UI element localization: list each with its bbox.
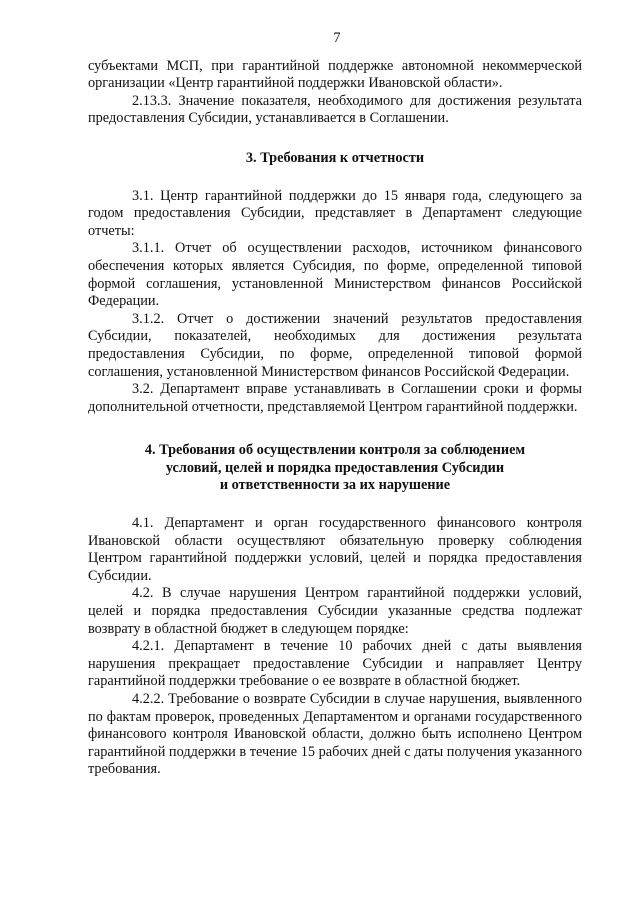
paragraph-4-2-1: 4.2.1. Департамент в течение 10 рабочих дней с даты выявления нарушения прекращает предоставление Субсидии и направляет Центру гарантийной поддержки требование о ее возврате в областной бюджет. [88,638,582,690]
paragraph-3-1: 3.1. Центр гарантийной поддержки до 15 января года, следующего за годом предоставления Субсидии, представляет в Департамент следующие отчеты: [88,187,582,239]
paragraph-3-1-2: 3.1.2. Отчет о достижении значений результатов предоставления Субсидии, показателей, необходимых для достижения результата предоставления Субсидии, по форме, определенной типовой формой соглашения, установленной Министерством финансов Российской Федерации. [88,310,582,380]
section-3-heading: 3. Требования к отчетности [245,149,425,166]
section-4-heading-line: и ответственности за их нарушение [219,477,451,494]
paragraph-2-13-3: 2.13.3. Значение показателя, необходимого для достижения результата предоставления Субсидии, устанавливается в Соглашении. [88,92,582,127]
section-4-heading [88,442,582,495]
paragraph-continuation: субъектами МСП, при гарантийной поддержке автономной некоммерческой организации «Центр гарантийной поддержки Ивановской области». [88,57,582,92]
paragraph-4-2-2: 4.2.2. Требование о возврате Субсидии в случае нарушения, выявленного по фактам проверок, проведенных Департаментом и органами государственного финансового контроля Ивановской области, должно быть исполнено Центром гарантийной поддержки в течение 15 рабочих дней с даты получения указанного требования. [88,691,583,778]
paragraph-3-1-1: 3.1.1. Отчет об осуществлении расходов, источником финансового обеспечения которых является Субсидия, по форме, определенной типовой формой соглашения, установленной Министерством финансов Российской Федерации. [88,240,582,310]
section-4-heading-line: 4. Требования об осуществлении контроля за соблюдением [144,442,526,459]
paragraph-3-2: 3.2. Департамент вправе устанавливать в Соглашении сроки и формы дополнительной отчетности, представляемой Центром гарантийной поддержки. [88,381,582,415]
page-number: 7 [333,30,341,46]
paragraph-4-2: 4.2. В случае нарушения Центром гарантийной поддержки условий, целей и порядка предоставления Субсидии указанные средства подлежат возврату в областной бюджет в следующем порядке: [88,585,582,637]
section-4-heading-line: условий, целей и порядка предоставления Субсидии [165,459,505,476]
paragraph-4-1: 4.1. Департамент и орган государственного финансового контроля Ивановской области осуществляют обязательную проверку соблюдения Центром гарантийной поддержки условий, целей и порядка предоставления Субсидии. [88,515,582,584]
document-page [88,30,582,779]
